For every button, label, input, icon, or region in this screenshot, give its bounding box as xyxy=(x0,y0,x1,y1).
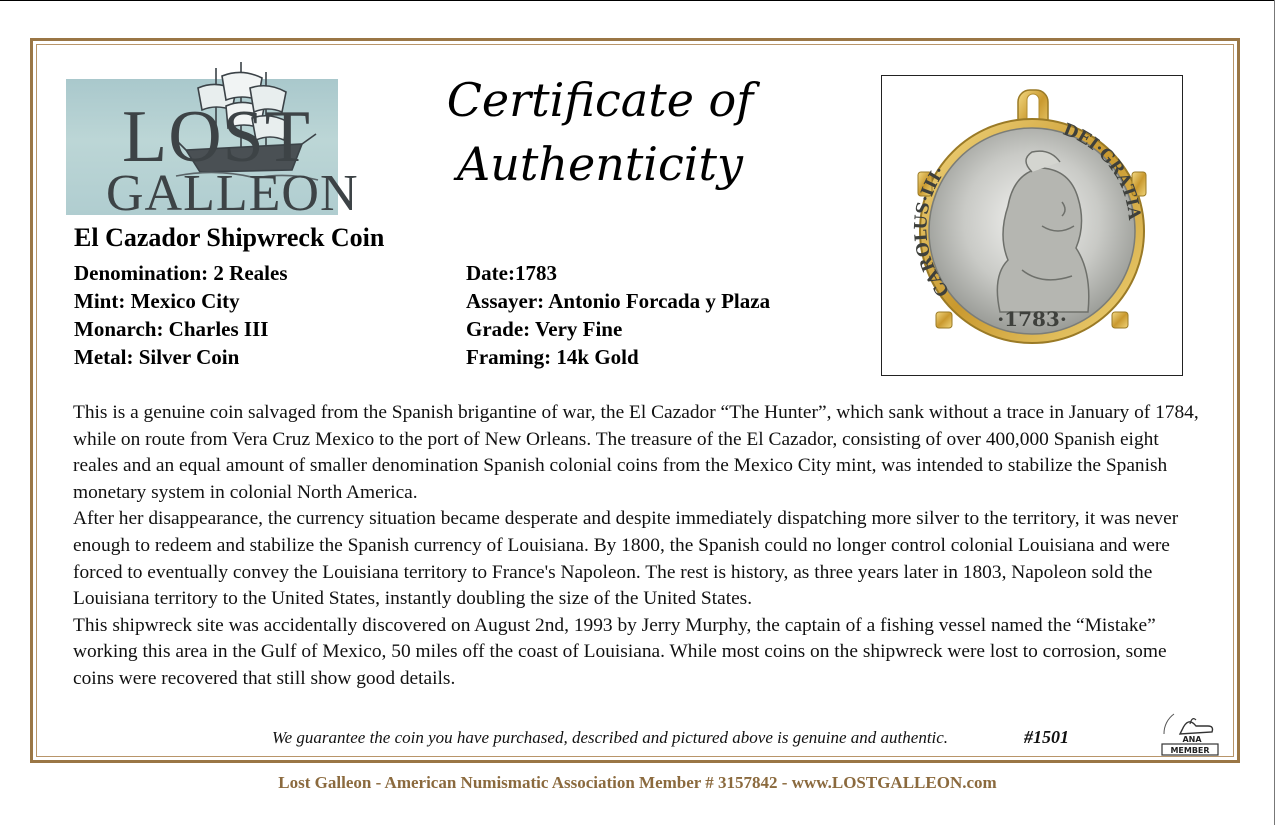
coin-date: ·1783· xyxy=(997,307,1067,331)
title-line2: Authenticity xyxy=(457,137,743,191)
ana-member-badge-icon xyxy=(1152,708,1222,758)
specs-right xyxy=(466,259,770,371)
coin-title: El Cazador Shipwreck Coin xyxy=(74,223,385,252)
spec-assayer: Assayer: Antonio Forcada y Plaza xyxy=(466,289,771,313)
title-line1: Certificate of xyxy=(446,73,754,127)
logo-wordmark xyxy=(66,58,359,222)
guarantee-statement: We guarantee the coin you have purchased, described and pictured above is genuine and authentic. xyxy=(272,728,949,747)
spec-grade: Grade: Very Fine xyxy=(466,317,623,341)
spec-monarch: Monarch: Charles III xyxy=(74,317,269,341)
specs-left xyxy=(74,259,288,371)
ana-badge-top: ANA xyxy=(1182,735,1202,744)
history-text xyxy=(73,400,1208,693)
logo-line2: GALLEON xyxy=(106,165,359,222)
spec-mint: Mint: Mexico City xyxy=(74,289,240,313)
spec-date: Date:1783 xyxy=(466,261,557,285)
lost-galleon-logo xyxy=(66,58,359,222)
ana-badge-bottom: MEMBER xyxy=(1170,746,1210,755)
history-paragraph: This shipwreck site was accidentally discovered on August 2nd, 1993 by Jerry Murphy, the captain of a fishing vessel named the “Mistake” working this area in the Gulf of Mexico, 50 miles off the coast of Louisiana. While most coins on the shipwreck were lost to corrosion, some coins were recovered that still show good details. xyxy=(73,614,1167,689)
spec-denomination: Denomination: 2 Reales xyxy=(74,261,288,285)
coin-legend-left: CAROLUS·III· xyxy=(911,162,954,301)
footer-contact: Lost Galleon - American Numismatic Association Member # 3157842 - www.LOSTGALLEON.com xyxy=(278,773,997,792)
coin-image-frame xyxy=(881,75,1183,376)
page-edge xyxy=(0,0,1275,1)
coin-legend-right: DEI·GRATIA xyxy=(1060,119,1145,221)
history-paragraph: After her disappearance, the currency situation became desperate and despite immediately dispatching more silver to the territory, it was never enough to redeem and stabilize the Spanish currency of Louisiana. By 1800, the Spanish could no longer control colonial Louisiana and were forced to eventually convey the Louisiana territory to France's Napoleon. The rest is history, as three years later in 1803, Napoleon sold the Louisiana territory to the United States, instantly doubling the size of the United States. xyxy=(73,508,1179,610)
certificate-title xyxy=(440,68,760,196)
logo-line1: LOST xyxy=(122,96,311,178)
history-paragraph: This is a genuine coin salvaged from the Spanish brigantine of war, the El Cazador “The Hunter”, which sank without a trace in January of 1784, while on route from Vera Cruz Mexico to the port of New Orleans. The treasure of the El Cazador, consisting of over 400,000 Spanish eight reales and an equal amount of smaller denomination Spanish colonial coins from the Mexico City mint, was intended to stabilize the Spanish monetary system in colonial North America. xyxy=(73,402,1199,503)
spec-framing: Framing: 14k Gold xyxy=(466,345,639,369)
spec-metal: Metal: Silver Coin xyxy=(74,345,240,369)
certificate-number: #1501 xyxy=(1024,727,1069,747)
coin-pendant-image xyxy=(882,76,1182,375)
